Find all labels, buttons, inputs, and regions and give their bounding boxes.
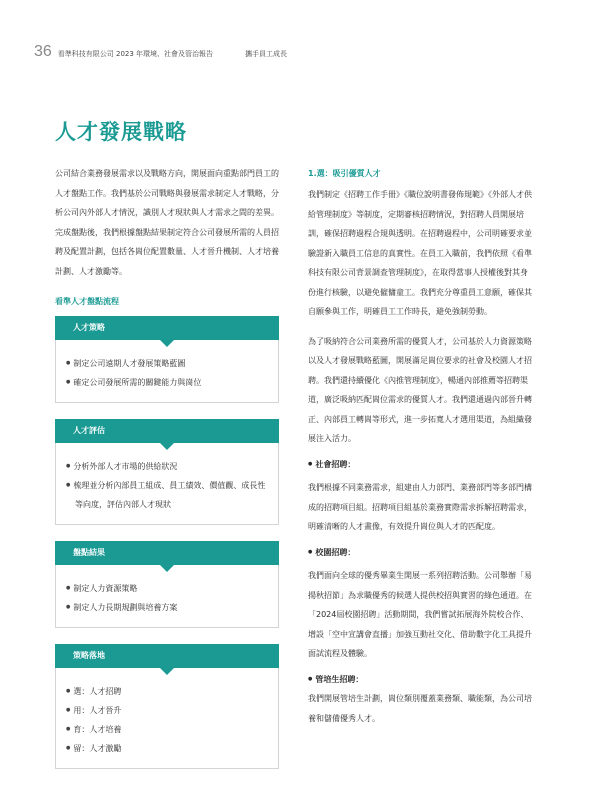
recruitment-policy-paragraph: 我們制定《招聘工作手冊》《職位說明書發佈規範》《外部人才供給管理制度》等制度，定期審核招聘情況，對招聘人員開展培訓，確保招聘過程合規與透明。在招聘過程中，公司明確要求並驗證新入職員工信息的真實性。在員工入職前，我們依照《看準科技有限公司背景調查管理制度》，在取得當事人授權後對其身份進行核驗，以避免僱傭童工。我們充分尊重員工意願，確保其自願參與工作，明確員工工作時長，避免強制勞動。 <box>308 190 532 316</box>
stage-item: ● 制定人力資源策略 <box>66 579 268 598</box>
social-recruitment-heading: ● 社會招聘： <box>308 455 534 475</box>
management-trainee-heading: ● 管培生招聘： <box>308 670 534 690</box>
stage-body <box>55 340 279 403</box>
flow-stage <box>55 644 279 769</box>
flow-title: 看準人才盤點流程 <box>55 297 119 306</box>
stage-header: 盤點結果 <box>55 541 279 565</box>
report-title: 看準科技有限公司 2023 年環境、社會及管治報告 <box>57 50 214 58</box>
section-label: 攜手員工成長 <box>245 50 288 58</box>
social-recruitment-text: 我們根據不同業務需求，組建由人力部門、業務部門等多部門構成的招聘項目組。招聘項目組基於業務實際需求拆解招聘需求，明確清晰的人才畫像，有效提升崗位與人才的匹配度。 <box>308 483 532 531</box>
stage-item: ● 選：人才招聘 <box>66 682 268 701</box>
stage-body <box>55 443 279 525</box>
flow-stage <box>55 419 279 525</box>
stage-item: ● 留：人才激勵 <box>66 739 268 758</box>
stage-item: ● 確定公司發展所需的關鍵能力與崗位 <box>66 373 268 392</box>
campus-recruitment-text: 我們面向全球的優秀畢業生開展一系列招聘活動。公司舉辦「易揚秋招節」為求職優秀的候選人提供校招與實習的綠色通道。在「2024屆校園招聘」活動期間，我們嘗試拓展海外院校合作、增設「空中宣講會直播」加強互動社交化、借助數字化工具提升面試流程及體驗。 <box>308 571 532 658</box>
stage-item: ● 用：人才晉升 <box>66 701 268 720</box>
management-trainee-text: 我們開展管培生計劃，崗位類別覆蓋業務類、職能類，為公司培養和儲備優秀人才。 <box>308 694 532 723</box>
page-header <box>34 43 287 59</box>
section-subtitle: 1.選：吸引優質人才 <box>308 169 381 178</box>
stage-item: ● 制定人力長期規劃與培養方案 <box>66 598 268 617</box>
stage-item: ● 制定公司遠期人才發展策略藍圖 <box>66 354 268 373</box>
talent-acquisition-paragraph: 為了吸納符合公司業務所需的優質人才，公司基於人力資源策略以及人才發展戰略藍圖，開展滿足崗位要求的社會及校園人才招聘。我們還持續優化《內推管理制度》，暢通內部推薦等招聘渠道，廣泛吸納匹配崗位需求的優質人才。我們還通過內部晉升轉正、內部員工轉崗等形式，進一步拓寬人才選用渠道，為組織發展注入活力。 <box>308 336 532 443</box>
stage-item: ● 育：人才培養 <box>66 720 268 739</box>
stage-item: ● 分析外部人才市場的供給狀況 <box>66 457 268 476</box>
stage-header: 人才策略 <box>55 316 279 340</box>
page-title: 人才發展戰略 <box>55 120 187 144</box>
stage-body <box>55 668 279 769</box>
flow-stage <box>55 316 279 403</box>
right-column <box>308 167 534 728</box>
stage-body <box>55 565 279 628</box>
talent-review-flow <box>55 316 279 785</box>
intro-paragraph: 公司結合業務發展需求以及戰略方向，開展面向重點部門員工的人才盤點工作。我們基於公司戰略與發展需求制定人才戰略，分析公司內外部人才情況，識別人才現狀與人才需求之間的差異。完成盤點後，我們根據盤點結果制定符合公司發展所需的人員招聘及配置計劃，包括各崗位配置數量、人才晉升機制、人才培養計劃、人才激勵等。 <box>55 169 279 276</box>
stage-header: 策略落地 <box>55 644 279 668</box>
campus-recruitment-heading: ● 校園招聘： <box>308 543 534 563</box>
flow-stage <box>55 541 279 628</box>
stage-header: 人才評估 <box>55 419 279 443</box>
page-number: 36 <box>34 43 52 60</box>
stage-item: ● 梳理並分析內部員工組成、員工績效、價值觀、成長性等向度，評估內部人才現狀 <box>66 476 268 514</box>
